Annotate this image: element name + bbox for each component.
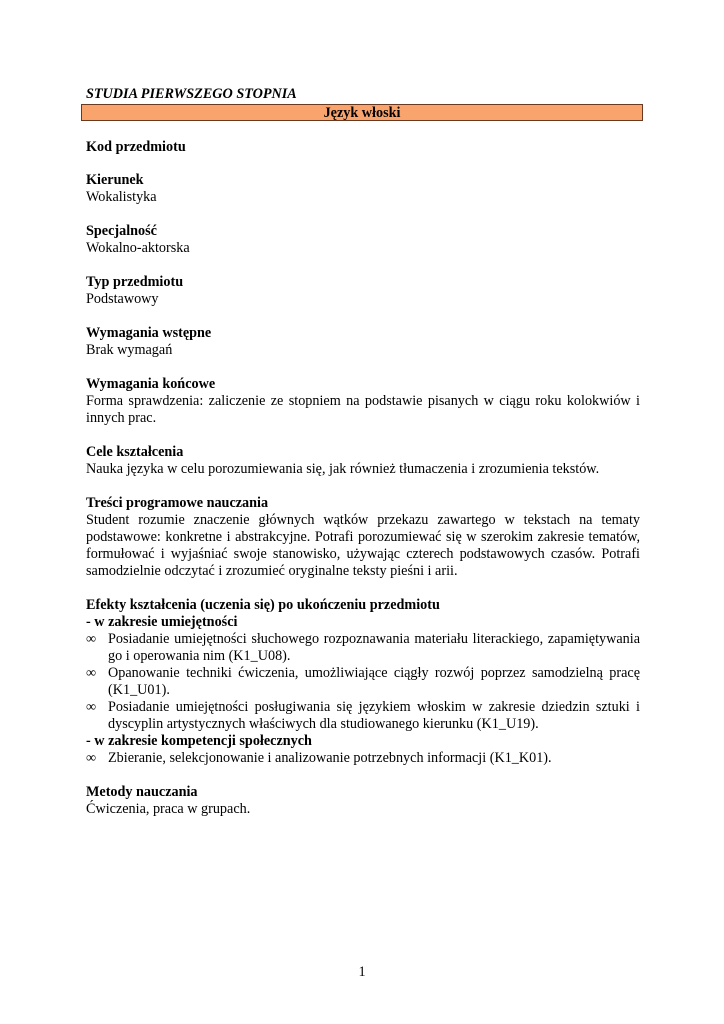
- section-text: Forma sprawdzenia: zaliczenie ze stopniem na podstawie pisanych w ciągu roku kolokwiów i innych prac.: [86, 393, 640, 426]
- infinity-bullet-icon: ∞: [86, 699, 97, 715]
- infinity-bullet-icon: ∞: [86, 665, 97, 681]
- list-item-text: Zbieranie, selekcjonowanie i analizowanie potrzebnych informacji (K1_K01).: [108, 750, 552, 766]
- section-wymagania-wstepne: [86, 325, 640, 359]
- list-umiejetnosci: [86, 631, 640, 733]
- list-item: [86, 631, 640, 665]
- section-metody: [86, 784, 640, 818]
- section-heading: Treści programowe nauczania: [86, 495, 269, 511]
- list-item-text: Posiadanie umiejętności posługiwania się językiem włoskim w zakresie dziedzin sztuki i dyscyplin artystycznych właściwych dla studiowanego kierunku (K1_U19).: [108, 699, 640, 732]
- section-heading: Wymagania końcowe: [86, 376, 216, 392]
- list-kompetencje: [86, 750, 640, 767]
- infinity-bullet-icon: ∞: [86, 750, 97, 766]
- section-specjalnosc: [86, 223, 640, 257]
- section-cele: [86, 444, 640, 478]
- section-wymagania-koncowe: [86, 376, 640, 427]
- section-heading: Specjalność: [86, 223, 157, 239]
- list-item: [86, 699, 640, 733]
- section-heading: Metody nauczania: [86, 784, 198, 800]
- list-item-text: Posiadanie umiejętności słuchowego rozpoznawania materiału literackiego, zapamiętywania go i operowania nim (K1_U08).: [108, 631, 640, 664]
- subject-title: Język włoski: [81, 104, 643, 121]
- section-kierunek: [86, 172, 640, 206]
- page-number: 1: [358, 964, 366, 980]
- section-text: Wokalistyka: [86, 189, 157, 205]
- section-typ: [86, 274, 640, 308]
- section-text: Ćwiczenia, praca w grupach.: [86, 801, 251, 817]
- study-level: STUDIA PIERWSZEGO STOPNIA: [86, 86, 297, 102]
- section-tresci: [86, 495, 640, 580]
- section-text: Brak wymagań: [86, 342, 173, 358]
- section-efekty: [86, 597, 640, 767]
- subheading-umiejetnosci: - w zakresie umiejętności: [86, 614, 238, 630]
- subheading-kompetencje: - w zakresie kompetencji społecznych: [86, 733, 312, 749]
- section-heading: Efekty kształcenia (uczenia się) po ukończeniu przedmiotu: [86, 597, 440, 613]
- section-heading: Cele kształcenia: [86, 444, 184, 460]
- infinity-bullet-icon: ∞: [86, 631, 97, 647]
- section-text: Wokalno-aktorska: [86, 240, 190, 256]
- section-heading: Kierunek: [86, 172, 144, 188]
- section-text: Student rozumie znaczenie głównych wątków przekazu zawartego w tekstach na tematy podstawowe: konkretne i abstrakcyjne. Potrafi porozumiewać się w szerokim zakresie tematów, formułować i wyjaśniać swoje stanowisko, używając czterech podstawowych czasów. Potrafi samodzielnie odczytać i zrozumieć oryginalne teksty pieśni i arii.: [86, 512, 640, 579]
- section-heading: Typ przedmiotu: [86, 274, 184, 290]
- section-text: Podstawowy: [86, 291, 159, 307]
- section-heading: Wymagania wstępne: [86, 325, 212, 341]
- section-text: Nauka języka w celu porozumiewania się, jak również tłumaczenia i zrozumienia tekstów.: [86, 461, 600, 477]
- document-content: [86, 86, 640, 818]
- list-item: [86, 665, 640, 699]
- section-heading: Kod przedmiotu: [86, 139, 186, 155]
- list-item: [86, 750, 640, 767]
- section-kod: [86, 139, 640, 156]
- list-item-text: Opanowanie techniki ćwiczenia, umożliwiające ciągły rozwój poprzez samodzielną pracę (K1_U01).: [108, 665, 640, 698]
